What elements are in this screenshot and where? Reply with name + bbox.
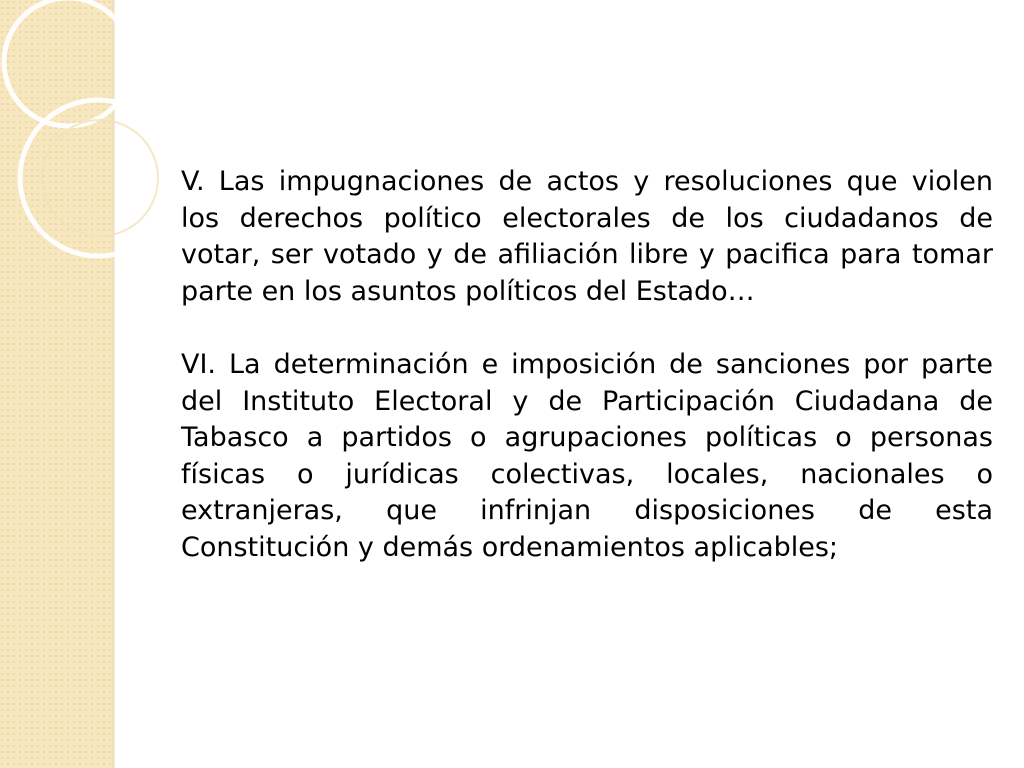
paragraph-vi: VI. La determinación e imposición de sanciones por parte del Instituto Electoral y de Participación Ciudadana de Tabasco a partidos o agrupaciones políticas o personas físicas o jurídicas colectivas, locales, nacionales o extranjeras, que infrinjan disposiciones de esta Constitución y demás ordenamientos aplicables; (181, 349, 993, 563)
decorative-rings (0, 0, 180, 300)
paragraph-v: V. Las impugnaciones de actos y resoluciones que violen los derechos político electorales de los ciudadanos de votar, ser votado y de afiliación libre y pacifica para tomar parte en los asuntos políticos del Estado… (181, 166, 993, 307)
decorative-ring-medium (20, 100, 176, 256)
decorative-ring-small (42, 120, 158, 236)
slide-body (181, 164, 993, 566)
